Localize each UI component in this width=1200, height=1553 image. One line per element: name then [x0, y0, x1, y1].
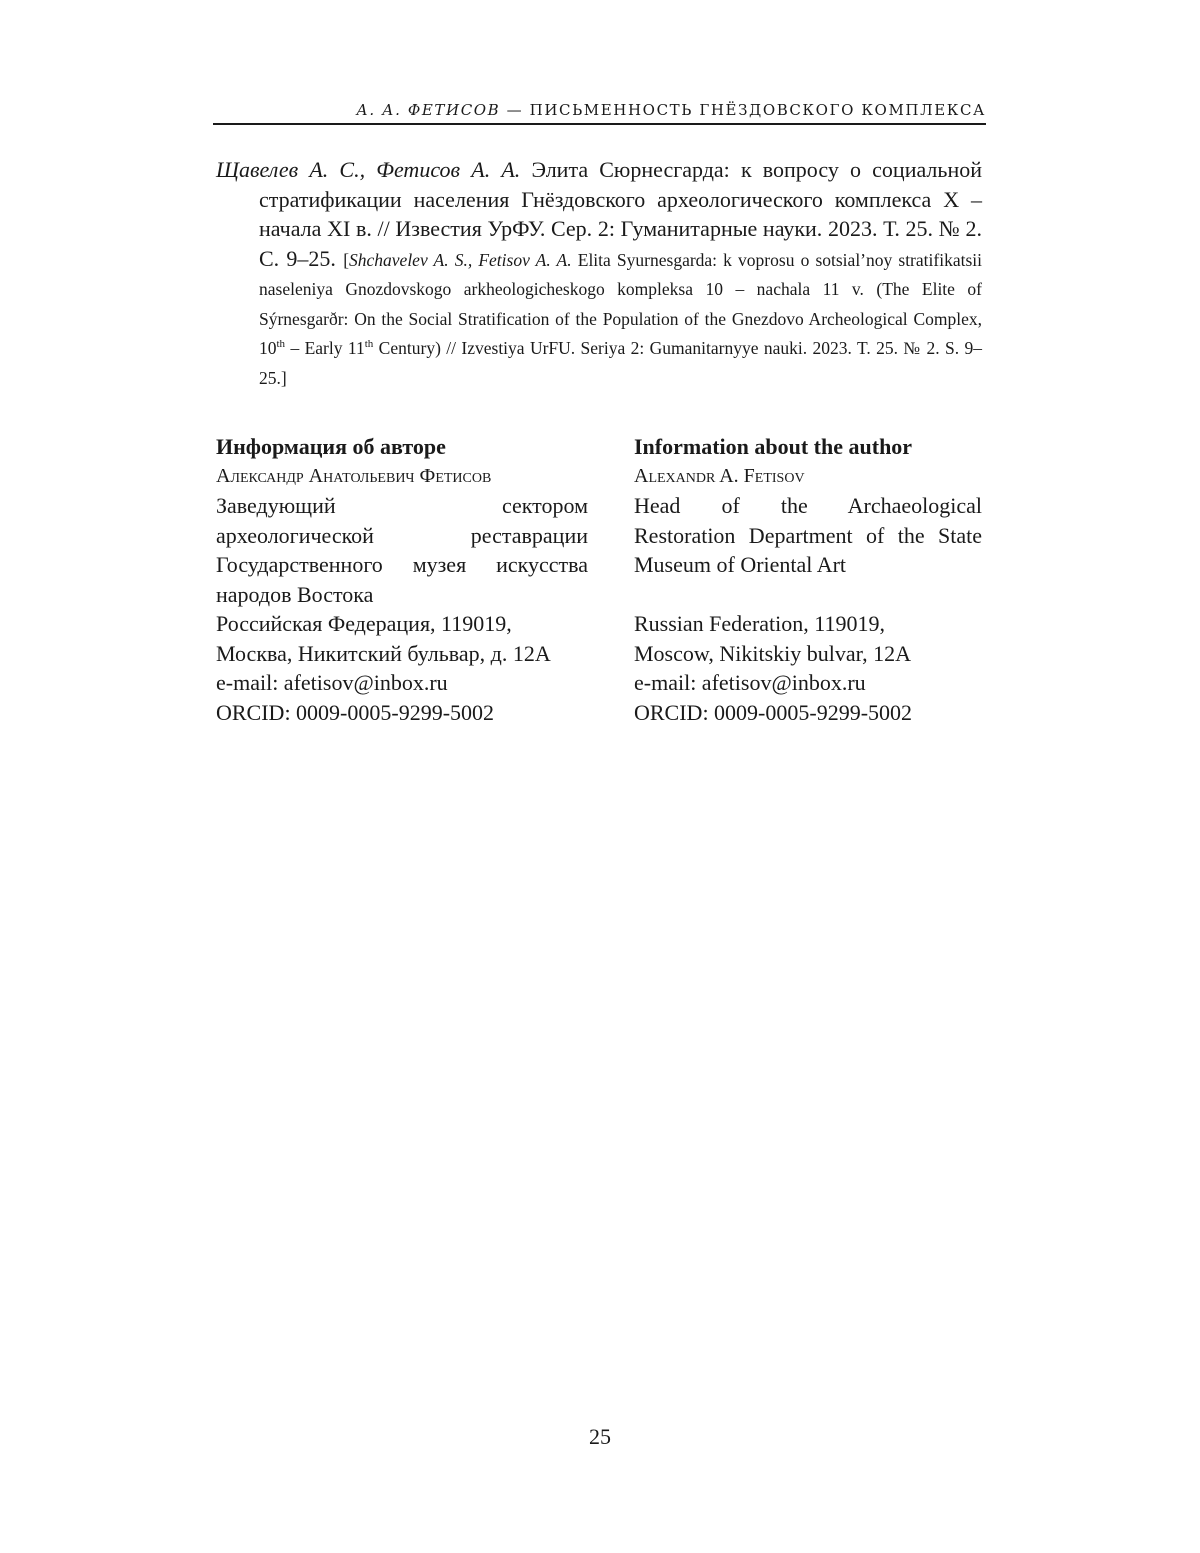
- header-rule: [213, 123, 986, 125]
- reference-authors-ru: Щавелев А. С., Фетисов А. А.: [216, 157, 521, 182]
- running-header-separator: —: [500, 101, 530, 119]
- reference-text-trans-2: – Early 11: [285, 338, 365, 358]
- author-email-ru: e-mail: afetisov@inbox.ru: [216, 670, 448, 695]
- author-info-heading-ru: Информация об авторе: [216, 434, 446, 459]
- bibliography-entry: [216, 155, 982, 391]
- page-number: 25: [589, 1424, 611, 1449]
- reference-text-trans-1: Elita Syurnesgarda: k voprosu o sotsial’noy stratifikatsii naseleniya Gnozdovskogo arkheologicheskogo kompleksa 10 – nachala 11 v. (The Elite of Sýrnesgarðr: On the Social Stratification of the Population of the Gnezdovo Archeological Complex, 10: [259, 249, 982, 358]
- author-address-en-2: Moscow, Nikitskiy bulvar, 12A: [634, 640, 911, 666]
- author-orcid-ru: ORCID: 0009-0005-9299-5002: [216, 699, 495, 725]
- author-name-en: Alexandr A. Fetisov: [634, 464, 805, 487]
- spacer: [634, 580, 982, 610]
- author-position-ru: Заведующий сектором археологической реставрации Государственного музея искусства народов Востока: [216, 493, 588, 607]
- author-address-ru-2: Москва, Никитский бульвар, д. 12А: [216, 640, 551, 666]
- running-header: [213, 98, 986, 122]
- running-header-title: ПИСЬМЕННОСТЬ ГНЁЗДОВСКОГО КОМПЛЕКСА: [529, 101, 986, 119]
- author-email-en: e-mail: afetisov@inbox.ru: [634, 670, 866, 695]
- author-address-ru-1: Российская Федерация, 119019,: [216, 611, 512, 636]
- reference-text-trans-3: Century) // Izvestiya UrFU. Seriya 2: Gumanitarnyye nauki. 2023. T. 25. № 2. S. 9–25.]: [259, 338, 982, 388]
- author-position-en: Head of the Archaeological Restoration Department of the State Museum of Oriental Art: [634, 493, 982, 577]
- reference-text-ru: Элита Сюрнесгарда: к вопросу о социальной стратификации населения Гнёздовского археологического комплекса X – начала XI в. // Известия УрФУ. Сер. 2: Гуманитарные науки. 2023. Т. 25. № 2. С. 9–25.: [259, 157, 982, 271]
- reference-authors-trans: Shchavelev A. S., Fetisov A. A.: [349, 249, 572, 270]
- author-info-ru: [216, 432, 588, 727]
- superscript-th-2: th: [364, 338, 374, 351]
- author-name-ru: Александр Анатольевич Фетисов: [216, 464, 492, 487]
- author-address-en-1: Russian Federation, 119019,: [634, 611, 885, 636]
- superscript-th-1: th: [276, 338, 286, 351]
- transliteration-open-bracket: [: [343, 249, 350, 270]
- author-info-en: [634, 432, 982, 727]
- author-orcid-en: ORCID: 0009-0005-9299-5002: [634, 699, 913, 725]
- running-header-author: А. А. ФЕТИСОВ: [356, 101, 501, 119]
- reference-transliteration: [259, 250, 982, 388]
- author-info-heading-en: Information about the author: [634, 434, 913, 459]
